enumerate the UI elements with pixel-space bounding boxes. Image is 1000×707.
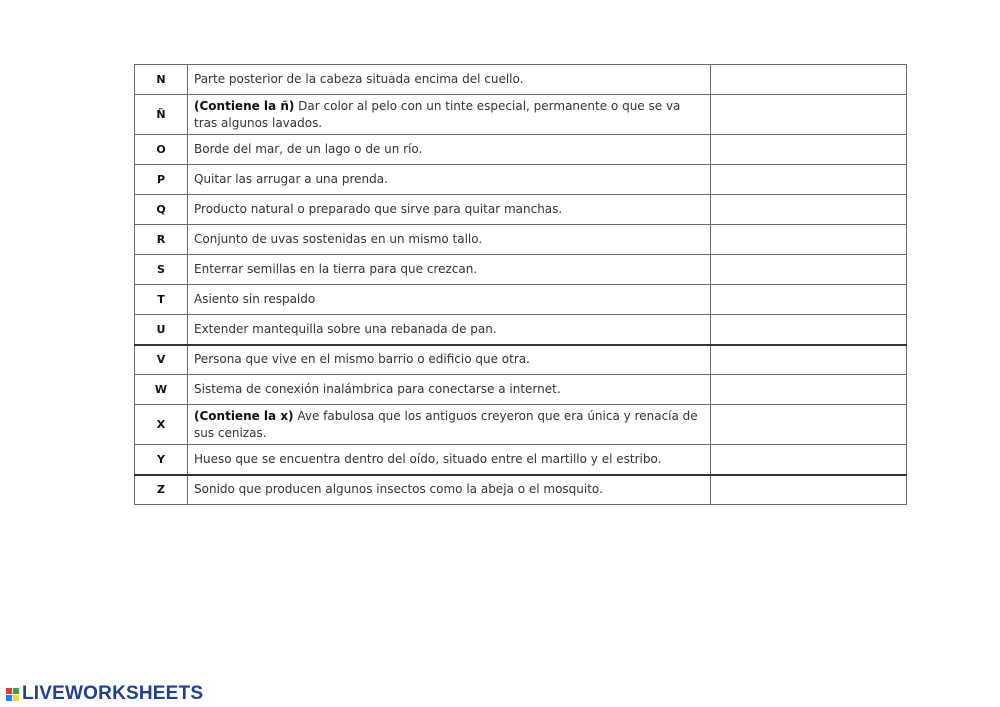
table-row [135,475,907,505]
answer-cell[interactable] [711,475,907,505]
row-clue [188,65,711,95]
row-letter: W [135,375,188,405]
clue-text: Dar color al pelo con un tinte especial, permanente o que se va tras algunos lavados. [194,98,681,130]
answer-cell[interactable] [711,165,907,195]
answer-cell[interactable] [711,285,907,315]
row-clue [188,445,711,475]
clue-text: Sistema de conexión inalámbrica para conectarse a internet. [194,382,561,396]
table-row [135,345,907,375]
liveworksheets-logo[interactable] [6,683,203,705]
answer-cell[interactable] [711,375,907,405]
table-row [135,255,907,285]
row-letter: Z [135,475,188,505]
row-letter: T [135,285,188,315]
clue-text: Parte posterior de la cabeza situada encima del cuello. [194,72,524,86]
clue-prefix: (Contiene la ñ) [194,98,295,113]
row-clue [188,255,711,285]
table-row [135,135,907,165]
table-row [135,95,907,135]
row-letter: U [135,315,188,345]
row-clue [188,345,711,375]
row-letter: S [135,255,188,285]
row-clue [188,405,711,445]
table-row [135,195,907,225]
logo-square-yellow [13,695,19,701]
table-row [135,405,907,445]
answer-cell[interactable] [711,315,907,345]
logo-wordmark: LIVEWORKSHEETS [22,683,204,704]
table-row [135,225,907,255]
clue-text: Hueso que se encuentra dentro del oído, situado entre el martillo y el estribo. [194,451,662,466]
answer-cell[interactable] [711,135,907,165]
logo-square-green [13,688,19,694]
row-letter: X [135,405,188,445]
row-letter: R [135,225,188,255]
logo-square-red [6,688,12,694]
clue-text: Conjunto de uvas sostenidas en un mismo tallo. [194,232,483,246]
row-letter: Q [135,195,188,225]
row-clue [188,315,711,345]
table-row [135,315,907,345]
row-clue [188,375,711,405]
clue-text: Producto natural o preparado que sirve para quitar manchas. [194,202,563,216]
clue-prefix: (Contiene la x) [194,408,294,423]
answer-cell[interactable] [711,225,907,255]
table-row [135,165,907,195]
clue-text: Extender mantequilla sobre una rebanada de pan. [194,321,497,336]
row-letter: Y [135,445,188,475]
logo-mark-icon [6,688,19,701]
row-letter: N [135,65,188,95]
row-clue [188,135,711,165]
table-row [135,375,907,405]
answer-cell[interactable] [711,255,907,285]
answer-cell[interactable] [711,345,907,375]
table-row [135,445,907,475]
row-letter: O [135,135,188,165]
row-clue [188,475,711,505]
clue-text: Quitar las arrugar a una prenda. [194,172,388,186]
answer-cell[interactable] [711,195,907,225]
row-clue [188,285,711,315]
table-row [135,65,907,95]
row-letter: Ñ [135,95,188,135]
row-clue [188,195,711,225]
table-row [135,285,907,315]
clue-text: Sonido que producen algunos insectos como la abeja o el mosquito. [194,482,603,497]
clue-text: Borde del mar, de un lago o de un río. [194,142,423,156]
answer-cell[interactable] [711,445,907,475]
clue-text: Enterrar semillas en la tierra para que crezcan. [194,262,478,276]
clue-text: Persona que vive en el mismo barrio o edificio que otra. [194,352,530,367]
answer-cell[interactable] [711,405,907,445]
row-clue [188,225,711,255]
worksheet-table [134,64,907,505]
answer-cell[interactable] [711,95,907,135]
row-letter: V [135,345,188,375]
row-clue [188,95,711,135]
clue-text: Asiento sin respaldo [194,292,316,306]
row-letter: P [135,165,188,195]
clue-text: Ave fabulosa que los antiguos creyeron que era única y renacía de sus cenizas. [194,408,698,440]
row-clue [188,165,711,195]
answer-cell[interactable] [711,65,907,95]
logo-square-blue [6,695,12,701]
